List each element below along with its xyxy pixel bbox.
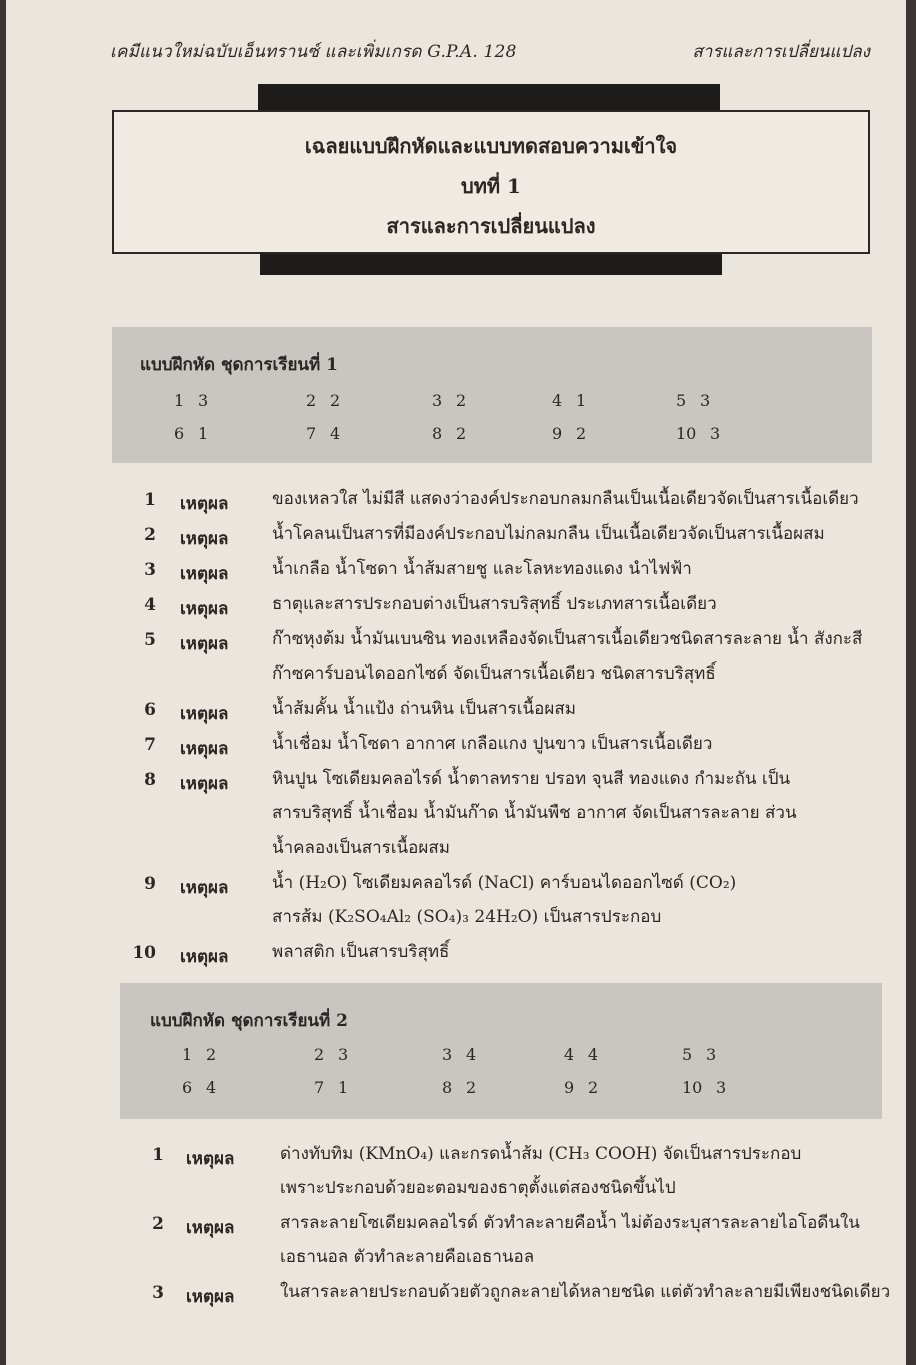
answer-choice: 2 — [576, 424, 587, 443]
exercise2-title: แบบฝึกหัด ชุดการเรียนที่ 2 — [150, 1011, 348, 1031]
chapter-title-box — [112, 110, 870, 254]
exercise1-answer-band — [112, 327, 872, 463]
reason-label: เหตุผล — [186, 1218, 235, 1238]
answer-item — [182, 1045, 216, 1064]
answer-question-number: 2 — [306, 391, 317, 410]
answer-item — [182, 1078, 216, 1097]
answer-item — [676, 391, 710, 410]
reason-text: น้ำโคลนเป็นสารที่มีองค์ประกอบไม่กลมกลืน เป็นเนื้อเดียวจัดเป็นสารเนื้อผสม — [272, 524, 825, 544]
reason-label: เหตุผล — [180, 599, 229, 619]
answer-question-number: 6 — [174, 424, 185, 443]
title-top-bar — [258, 84, 720, 110]
answer-item — [442, 1078, 476, 1097]
reason-label: เหตุผล — [186, 1287, 235, 1307]
answer-question-number: 8 — [432, 424, 443, 443]
reason-text: ก๊าซหุงต้ม น้ำมันเบนซิน ทองเหลืองจัดเป็นสารเนื้อเดียวชนิดสารละลาย น้ำ สังกะสี — [272, 629, 863, 649]
reason-label: เหตุผล — [180, 877, 229, 898]
reason-text: พลาสติก เป็นสารบริสุทธิ์ — [272, 942, 450, 962]
reason-text: น้ำเกลือ น้ำโซดา น้ำส้มสายชู และโลหะทองแดง นำไฟฟ้า — [272, 559, 692, 579]
reason-number: 3 — [144, 560, 156, 580]
reason-number: 9 — [144, 873, 156, 894]
reason-text: ในสารละลายประกอบด้วยตัวถูกละลายได้หลายชนิด แต่ตัวทำละลายมีเพียงชนิดเดียว — [280, 1282, 891, 1302]
answer-item — [442, 1045, 476, 1064]
reason-text: สารละลายโซเดียมคลอไรด์ ตัวทำละลายคือน้ำ ไม่ต้องระบุสารละลายไอโอดีนใน — [280, 1213, 860, 1233]
reason-label: เหตุผล — [180, 494, 229, 514]
reason-number: 2 — [144, 525, 156, 545]
answer-choice: 3 — [700, 391, 711, 410]
answer-choice: 2 — [466, 1078, 477, 1097]
answer-choice: 4 — [466, 1045, 477, 1064]
answer-question-number: 6 — [182, 1078, 193, 1097]
reason-text: น้ำคลองเป็นสารเนื้อผสม — [272, 837, 450, 858]
reason-label: เหตุผล — [180, 947, 229, 967]
reason-text: เอธานอล ตัวทำละลายคือเอธานอล — [280, 1247, 535, 1267]
exercise2-answer-band — [120, 983, 882, 1119]
reason-number: 1 — [152, 1145, 164, 1165]
reason-number: 3 — [152, 1283, 164, 1303]
reason-text: ด่างทับทิม (KMnO₄) และกรดน้ำส้ม (CH₃ COOH) จัดเป็นสารประกอบ — [280, 1144, 802, 1164]
reason-label: เหตุผล — [180, 634, 229, 654]
running-header-left: เคมีแนวใหม่ฉบับเอ็นทรานซ์ และเพิ่มเกรด G.P.A. 128 — [110, 42, 517, 62]
reason-text: น้ำเชื่อม น้ำโซดา อากาศ เกลือแกง ปูนขาว เป็นสารเนื้อเดียว — [272, 733, 713, 754]
reason-label: เหตุผล — [180, 773, 229, 794]
answer-item — [314, 1045, 348, 1064]
running-header-right: สารและการเปลี่ยนแปลง — [692, 42, 870, 62]
answer-question-number: 3 — [442, 1045, 453, 1064]
answer-choice: 3 — [338, 1045, 349, 1064]
answer-choice: 1 — [338, 1078, 349, 1097]
title-bottom-bar — [260, 253, 722, 275]
reason-label: เหตุผล — [180, 738, 229, 759]
reason-text: น้ำ (H₂O) โซเดียมคลอไรด์ (NaCl) คาร์บอนไดออกไซด์ (CO₂) — [272, 872, 737, 893]
answer-choice: 2 — [588, 1078, 599, 1097]
answer-question-number: 1 — [174, 391, 185, 410]
exercise1-title: แบบฝึกหัด ชุดการเรียนที่ 1 — [140, 355, 338, 375]
reason-number: 1 — [144, 490, 156, 510]
answer-question-number: 10 — [682, 1078, 703, 1097]
answer-choice: 3 — [710, 424, 721, 443]
answer-question-number: 9 — [552, 424, 563, 443]
answer-question-number: 4 — [552, 391, 563, 410]
answer-question-number: 5 — [676, 391, 687, 410]
document-page — [6, 0, 906, 1365]
reason-text: เพราะประกอบด้วยอะตอมของธาตุตั้งแต่สองชนิดขึ้นไป — [280, 1178, 676, 1198]
answer-choice: 2 — [330, 391, 341, 410]
answer-choice: 4 — [588, 1045, 599, 1064]
reason-label: เหตุผล — [180, 564, 229, 584]
answer-question-number: 8 — [442, 1078, 453, 1097]
title-line-3: สารและการเปลี่ยนแปลง — [386, 214, 596, 238]
answer-question-number: 3 — [432, 391, 443, 410]
answer-choice: 1 — [576, 391, 587, 410]
reason-text: ก๊าซคาร์บอนไดออกไซด์ จัดเป็นสารเนื้อเดียว ชนิดสารบริสุทธิ์ — [272, 663, 716, 684]
answer-choice: 4 — [206, 1078, 217, 1097]
answer-question-number: 7 — [306, 424, 317, 443]
answer-item — [552, 391, 586, 410]
answer-choice: 3 — [706, 1045, 717, 1064]
answer-item — [564, 1078, 598, 1097]
title-line-2: บทที่ 1 — [461, 174, 521, 198]
answer-choice: 3 — [198, 391, 209, 410]
answer-item — [682, 1045, 716, 1064]
reason-text: น้ำส้มคั้น น้ำแป้ง ถ่านหิน เป็นสารเนื้อผสม — [272, 698, 576, 719]
reason-label: เหตุผล — [180, 703, 229, 724]
answer-choice: 2 — [206, 1045, 217, 1064]
answer-item — [314, 1078, 348, 1097]
answer-question-number: 2 — [314, 1045, 325, 1064]
reason-text: ธาตุและสารประกอบต่างเป็นสารบริสุทธิ์ ประเภทสารเนื้อเดียว — [272, 594, 717, 614]
answer-item — [306, 424, 340, 443]
answer-choice: 1 — [198, 424, 209, 443]
answer-choice: 2 — [456, 424, 467, 443]
answer-choice: 3 — [716, 1078, 727, 1097]
reason-number: 4 — [144, 595, 156, 615]
reason-text: หินปูน โซเดียมคลอไรด์ น้ำตาลทราย ปรอท จุนสี ทองแดง กำมะถัน เป็น — [272, 768, 791, 789]
answer-item — [174, 391, 208, 410]
answer-item — [432, 391, 466, 410]
answer-question-number: 9 — [564, 1078, 575, 1097]
answer-item — [432, 424, 466, 443]
reason-number: 8 — [144, 769, 156, 790]
reason-text: สารส้ม (K₂SO₄Al₂ (SO₄)₃ 24H₂O) เป็นสารประกอบ — [272, 907, 662, 927]
reason-label: เหตุผล — [186, 1149, 235, 1169]
answer-item — [682, 1078, 726, 1097]
answer-choice: 4 — [330, 424, 341, 443]
answer-question-number: 7 — [314, 1078, 325, 1097]
answer-choice: 2 — [456, 391, 467, 410]
answer-question-number: 5 — [682, 1045, 693, 1064]
answer-item — [676, 424, 720, 443]
answer-item — [564, 1045, 598, 1064]
answer-question-number: 10 — [676, 424, 697, 443]
answer-item — [306, 391, 340, 410]
reason-number: 7 — [144, 734, 156, 755]
reason-number: 10 — [132, 943, 156, 963]
reason-text: ของเหลวใส ไม่มีสี แสดงว่าองค์ประกอบกลมกลืนเป็นเนื้อเดียวจัดเป็นสารเนื้อเดียว — [272, 489, 859, 509]
title-line-1: เฉลยแบบฝึกหัดและแบบทดสอบความเข้าใจ — [304, 134, 678, 158]
reason-label: เหตุผล — [180, 529, 229, 549]
answer-question-number: 1 — [182, 1045, 193, 1064]
reason-text: สารบริสุทธิ์ น้ำเชื่อม น้ำมันก๊าด น้ำมันพืช อากาศ จัดเป็นสารละลาย ส่วน — [272, 803, 797, 823]
reason-number: 5 — [144, 630, 156, 650]
answer-item — [174, 424, 208, 443]
reason-number: 2 — [152, 1214, 164, 1234]
answer-question-number: 4 — [564, 1045, 575, 1064]
answer-item — [552, 424, 586, 443]
reason-number: 6 — [144, 699, 156, 720]
